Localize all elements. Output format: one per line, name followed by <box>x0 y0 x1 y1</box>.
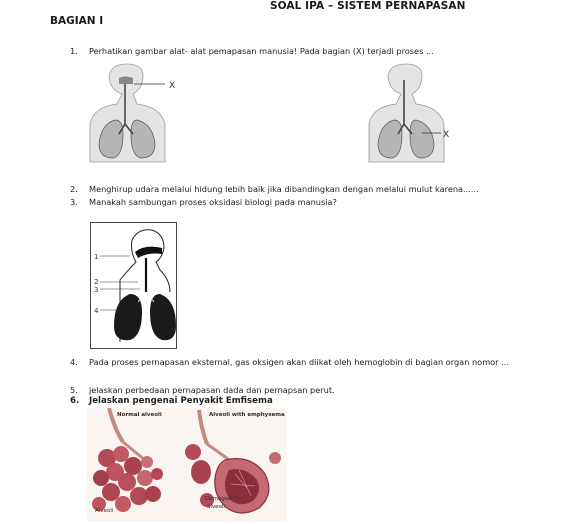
label-emphysema-alveoli: Alveoli with emphysema <box>209 412 285 418</box>
figure-label-4: 4 <box>94 307 99 315</box>
question-text: Manakah sambungan proses oksidasi biologi pada manusia? <box>89 197 337 207</box>
question-text: Pada proses pernapasan eksternal, gas oksigen akan diikat oleh hemoglobin di bagian organ nomor ... <box>89 357 509 367</box>
question-number: 6. <box>70 396 80 406</box>
question-1 <box>70 46 434 56</box>
torso-illustration-right <box>369 64 449 162</box>
question-4 <box>70 357 509 367</box>
question-text: Menghirup udara melalui hidung lebih baik jika dibandingkan dengan melalui mulut karena...... <box>89 184 479 194</box>
question-text: Perhatikan gambar alat- alat pemapasan manusia! Pada bagian (X) terjadi proses ... <box>89 46 434 56</box>
emphysema-figure <box>87 408 287 522</box>
question-2 <box>70 184 479 194</box>
question-5 <box>70 385 335 395</box>
label-alveoli: Alveoli <box>95 508 114 514</box>
section-heading: BAGIAN I <box>50 15 104 27</box>
question-text: Jelaskan pengenai Penyakit Emfisema <box>89 396 273 406</box>
label-damaged-line2: alveoli <box>207 504 225 510</box>
label-damaged-line1: Damaged <box>205 496 232 502</box>
respiratory-figure-2 <box>90 222 178 350</box>
figure-label-2: 2 <box>94 278 99 286</box>
page-title: SOAL IPA – SISTEM PERNAPASAN <box>270 0 466 12</box>
question-number: 1. <box>70 46 78 56</box>
question-3 <box>70 197 337 207</box>
label-normal-alveoli: Normal alveoli <box>117 412 162 418</box>
question-6 <box>70 396 273 406</box>
torso-illustration-left <box>90 64 175 162</box>
figure-label-1: 1 <box>94 253 99 261</box>
respiratory-figure-1 <box>85 62 465 174</box>
question-number: 4. <box>70 357 78 367</box>
question-text: jelaskan perbedaan pernapasan dada dan pernapsan perut. <box>89 385 335 395</box>
figure-label-3: 3 <box>94 286 99 294</box>
figure-label-x: X <box>169 81 176 91</box>
question-number: 3. <box>70 197 78 207</box>
figure-label-x: X <box>443 130 450 140</box>
question-number: 5. <box>70 385 78 395</box>
question-number: 2. <box>70 184 78 194</box>
